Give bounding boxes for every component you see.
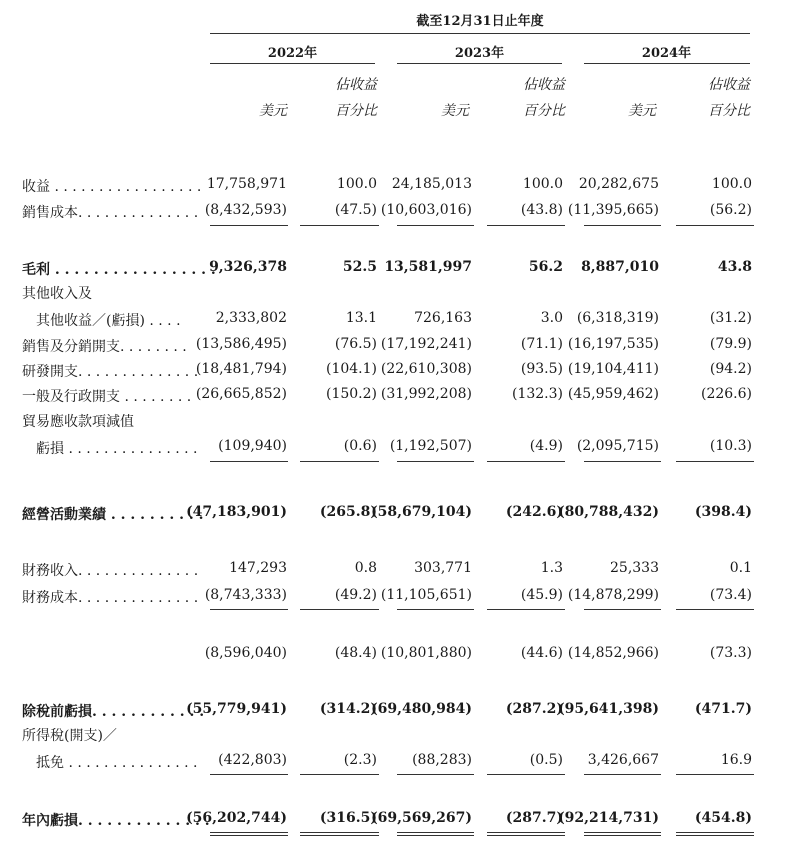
usd-value: (17,192,241) [380, 336, 472, 352]
subtotal-rule [397, 609, 474, 610]
subtotal-rule [300, 461, 379, 462]
usd-value: (88,283) [412, 752, 472, 768]
pct-value: (47.5) [334, 202, 377, 218]
row-label: 一般及行政開支 . . . . . . . . [22, 389, 192, 405]
usd-value: (109,940) [218, 438, 287, 454]
row-label: 銷售成本. . . . . . . . . . . . . . [22, 205, 199, 221]
total-double-rule [210, 835, 288, 836]
total-double-rule [584, 835, 661, 836]
usd-value: (8,596,040) [204, 645, 287, 661]
row-label: 其他收入及 [22, 286, 92, 302]
pct-value: 52.5 [342, 259, 377, 275]
total-double-rule [397, 835, 474, 836]
pct-value: (242.6) [505, 504, 563, 520]
year-rule-2022 [210, 63, 375, 64]
pct-value: (73.4) [709, 587, 752, 603]
usd-value: (55,779,941) [186, 701, 287, 717]
usd-value: 726,163 [414, 310, 472, 326]
subtotal-rule [676, 461, 754, 462]
pct-value: (265.8) [319, 504, 377, 520]
pct-value: (398.4) [694, 504, 752, 520]
usd-value: (56,202,744) [186, 810, 287, 826]
pct-value: 1.3 [540, 560, 563, 576]
usd-value: (422,803) [218, 752, 287, 768]
subtotal-rule [487, 609, 565, 610]
col-pct2-2023: 百分比 [523, 103, 565, 119]
year-rule-2023 [397, 63, 562, 64]
pct-value: (48.4) [334, 645, 377, 661]
pct-value: (314.2) [319, 701, 377, 717]
usd-value: 9,326,378 [209, 259, 287, 275]
usd-value: (13,586,495) [195, 336, 287, 352]
usd-value: (10,801,880) [380, 645, 472, 661]
pct-value: (150.2) [325, 386, 377, 402]
pct-value: (79.9) [709, 336, 752, 352]
total-double-rule [300, 832, 379, 833]
subtotal-rule [676, 774, 754, 775]
subtotal-rule [210, 609, 288, 610]
col-pct1-2022: 佔收益 [335, 77, 377, 93]
pct-value: 100.0 [711, 176, 752, 192]
pct-value: 0.8 [354, 560, 377, 576]
pct-value: (226.6) [700, 386, 752, 402]
year-2022: 2022年 [267, 46, 318, 61]
pct-value: (287.7) [505, 810, 563, 826]
pct-value: 3.0 [540, 310, 563, 326]
usd-value: (69,480,984) [371, 701, 472, 717]
row-label: 銷售及分銷開支. . . . . . . . [22, 339, 187, 355]
row-label: 財務收入. . . . . . . . . . . . . . [22, 563, 199, 579]
subtotal-rule [584, 609, 661, 610]
row-label: 所得稅(開支)／ [22, 728, 117, 744]
pct-value: 13.1 [345, 310, 377, 326]
usd-value: (45,959,462) [567, 386, 659, 402]
usd-value: (14,878,299) [567, 587, 659, 603]
pct-value: (71.1) [520, 336, 563, 352]
subtotal-rule [676, 609, 754, 610]
usd-value: (26,665,852) [195, 386, 287, 402]
pct-value: (43.8) [520, 202, 563, 218]
usd-value: (8,432,593) [204, 202, 287, 218]
usd-value: (14,852,966) [567, 645, 659, 661]
row-label: 虧損 . . . . . . . . . . . . . . . [36, 441, 198, 457]
subtotal-rule [584, 461, 661, 462]
usd-value: 8,887,010 [581, 259, 659, 275]
pct-value: (93.5) [520, 361, 563, 377]
total-double-rule [487, 835, 565, 836]
subtotal-rule [397, 774, 474, 775]
pct-value: (2.3) [343, 752, 377, 768]
total-double-rule [397, 832, 474, 833]
total-double-rule [676, 835, 754, 836]
usd-value: (31,992,208) [380, 386, 472, 402]
pct-value: (454.8) [694, 810, 752, 826]
row-label: 其他收益／(虧損) . . . . [36, 313, 181, 329]
subtotal-rule [397, 461, 474, 462]
usd-value: 24,185,013 [391, 176, 472, 192]
row-label: 收益 . . . . . . . . . . . . . . . . . [22, 179, 202, 195]
subtotal-rule [397, 225, 474, 226]
pct-value: 100.0 [336, 176, 377, 192]
period-header: 截至12月31日止年度 [416, 14, 544, 29]
usd-value: (18,481,794) [195, 361, 287, 377]
pct-value: (76.5) [334, 336, 377, 352]
usd-value: 147,293 [229, 560, 287, 576]
total-double-rule [210, 832, 288, 833]
col-pct1-2023: 佔收益 [523, 77, 565, 93]
usd-value: (92,214,731) [558, 810, 659, 826]
pct-value: (471.7) [694, 701, 752, 717]
col-pct2-2022: 百分比 [335, 103, 377, 119]
subtotal-rule [300, 609, 379, 610]
row-label: 財務成本. . . . . . . . . . . . . . [22, 590, 199, 606]
usd-value: (47,183,901) [186, 504, 287, 520]
col-usd-2023: 美元 [441, 103, 469, 119]
pct-value: (49.2) [334, 587, 377, 603]
pct-value: (10.3) [709, 438, 752, 454]
usd-value: 13,581,997 [384, 259, 472, 275]
row-label: 年內虧損. . . . . . . . . . . . . . [22, 813, 210, 829]
usd-value: (10,603,016) [380, 202, 472, 218]
total-double-rule [676, 832, 754, 833]
usd-value: (80,788,432) [558, 504, 659, 520]
subtotal-rule [487, 774, 565, 775]
total-double-rule [487, 832, 565, 833]
usd-value: 17,758,971 [206, 176, 287, 192]
usd-value: (1,192,507) [389, 438, 472, 454]
subtotal-rule [300, 225, 379, 226]
usd-value: 303,771 [414, 560, 472, 576]
subtotal-rule [210, 774, 288, 775]
subtotal-rule [584, 225, 661, 226]
usd-value: 3,426,667 [587, 752, 659, 768]
header-rule [210, 33, 750, 34]
pct-value: 16.9 [720, 752, 752, 768]
usd-value: 25,333 [610, 560, 659, 576]
year-2024: 2024年 [641, 46, 692, 61]
usd-value: (69,569,267) [371, 810, 472, 826]
pct-value: (287.2) [505, 701, 563, 717]
subtotal-rule [300, 774, 379, 775]
col-usd-2022: 美元 [259, 103, 287, 119]
pct-value: (44.6) [520, 645, 563, 661]
total-double-rule [300, 835, 379, 836]
pct-value: (0.5) [529, 752, 563, 768]
pct-value: 0.1 [729, 560, 752, 576]
usd-value: (95,641,398) [558, 701, 659, 717]
pct-value: 56.2 [528, 259, 563, 275]
total-double-rule [584, 832, 661, 833]
row-label: 毛利 . . . . . . . . . . . . . . . . . [22, 262, 216, 278]
row-label: 研發開支. . . . . . . . . . . . . . [22, 364, 199, 380]
pct-value: (4.9) [529, 438, 563, 454]
pct-value: (45.9) [520, 587, 563, 603]
pct-value: (0.6) [343, 438, 377, 454]
pct-value: 100.0 [522, 176, 563, 192]
subtotal-rule [676, 225, 754, 226]
pct-value: (316.5) [319, 810, 377, 826]
row-label: 抵免 . . . . . . . . . . . . . . . [36, 755, 198, 771]
col-pct1-2024: 佔收益 [708, 77, 750, 93]
usd-value: 2,333,802 [215, 310, 287, 326]
usd-value: (58,679,104) [371, 504, 472, 520]
usd-value: (11,395,665) [567, 202, 659, 218]
usd-value: (22,610,308) [380, 361, 472, 377]
subtotal-rule [584, 774, 661, 775]
pct-value: (104.1) [325, 361, 377, 377]
pct-value: (56.2) [709, 202, 752, 218]
row-label: 除稅前虧損. . . . . . . . . . . . [22, 704, 205, 720]
pct-value: (31.2) [709, 310, 752, 326]
year-2023: 2023年 [454, 46, 505, 61]
usd-value: 20,282,675 [578, 176, 659, 192]
subtotal-rule [210, 225, 288, 226]
pct-value: 43.8 [717, 259, 752, 275]
subtotal-rule [210, 461, 288, 462]
usd-value: (19,104,411) [567, 361, 659, 377]
row-label: 經營活動業績 . . . . . . . . . . [22, 507, 204, 523]
subtotal-rule [487, 461, 565, 462]
usd-value: (11,105,651) [380, 587, 472, 603]
usd-value: (16,197,535) [567, 336, 659, 352]
year-rule-2024 [584, 63, 750, 64]
subtotal-rule [487, 225, 565, 226]
usd-value: (8,743,333) [204, 587, 287, 603]
row-label: 貿易應收款項減值 [22, 414, 134, 430]
col-pct2-2024: 百分比 [708, 103, 750, 119]
usd-value: (2,095,715) [576, 438, 659, 454]
pct-value: (73.3) [709, 645, 752, 661]
pct-value: (132.3) [511, 386, 563, 402]
col-usd-2024: 美元 [628, 103, 656, 119]
usd-value: (6,318,319) [576, 310, 659, 326]
pct-value: (94.2) [709, 361, 752, 377]
